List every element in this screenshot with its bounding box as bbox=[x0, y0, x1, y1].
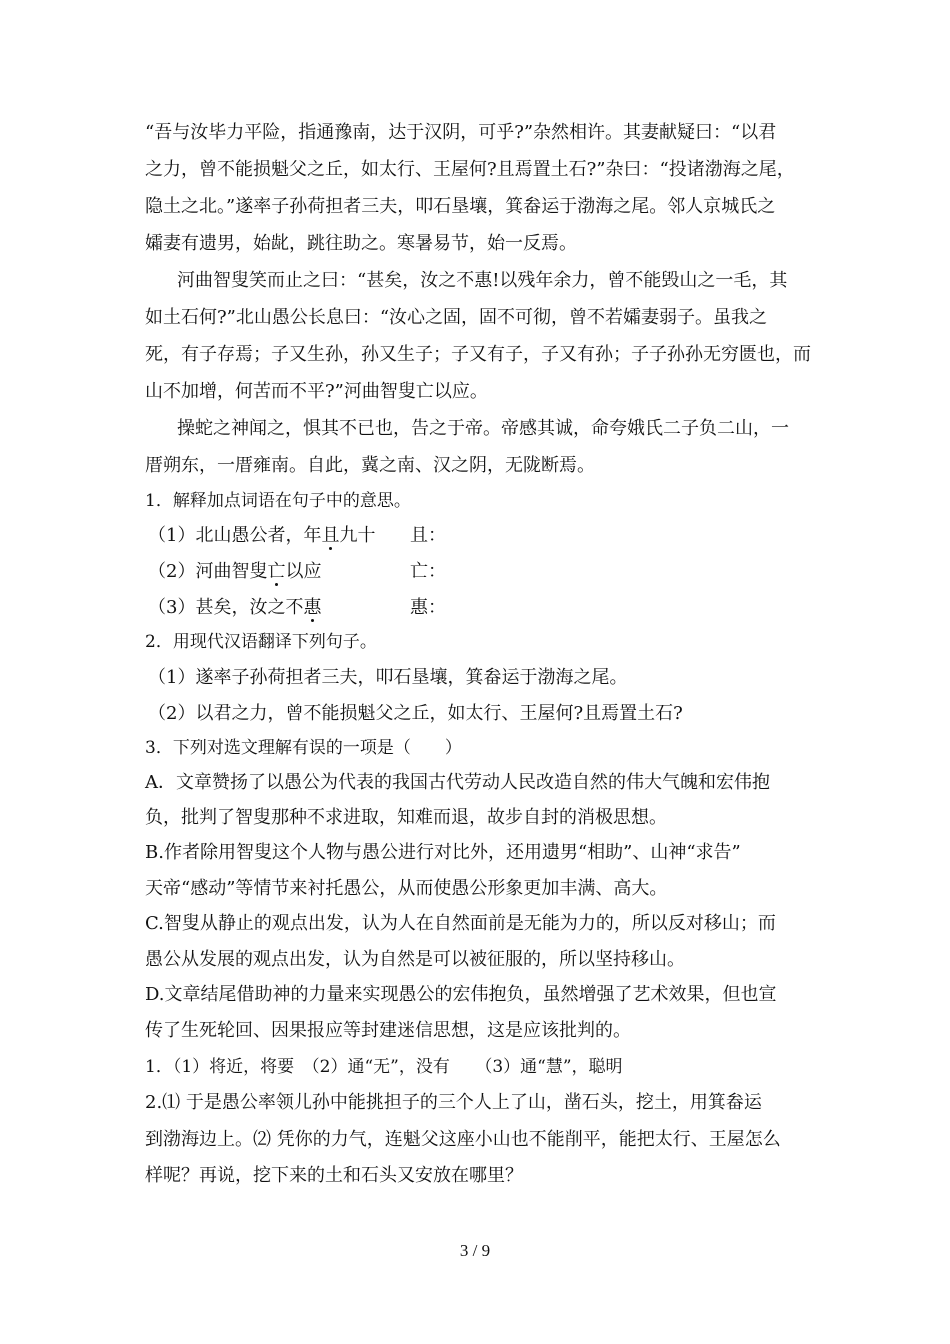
passage-line: 操蛇之神闻之，惧其不已也，告之于帝。帝感其诚，命夸娥氏二子负二山，一 bbox=[177, 418, 789, 439]
question-1-title: 1．解释加点词语在句子中的意思。 bbox=[145, 491, 411, 511]
q3-option-c: C.智叟从静止的观点出发，认为人在自然面前是无能为力的，所以反对移山；而 bbox=[145, 913, 776, 934]
passage-line: 孀妻有遗男，始龀，跳往助之。寒暑易节，始一反焉。 bbox=[145, 233, 577, 254]
q3-option-c: 愚公从发展的观点出发，认为自然是可以被征服的，所以坚持移山。 bbox=[145, 949, 685, 970]
q3-option-b: 天帝“感动”等情节来衬托愚公，从而使愚公形象更加丰满、高大。 bbox=[145, 878, 668, 899]
question-3-title: 3．下列对选文理解有误的一项是（ ） bbox=[145, 738, 462, 758]
q1-answer-label: 且： bbox=[410, 525, 446, 546]
q3-option-a: 负，批判了智叟那种不求进取，知难而退，故步自封的消极思想。 bbox=[145, 807, 667, 828]
dotted-word: 且 bbox=[321, 525, 340, 546]
q3-option-b: B.作者除用智叟这个人物与愚公进行对比外，还用遗男“相助”、山神“求告” bbox=[145, 842, 741, 863]
answer-1: 1．（1）将近，将要 （2）通“无”，没有 （3）通“慧”，聪明 bbox=[145, 1057, 623, 1077]
q1-item-3: （3）甚矣，汝之不惠 bbox=[148, 597, 322, 618]
answer-2: 2.⑴ 于是愚公率领儿孙中能挑担子的三个人上了山，凿石头，挖土，用箕畚运 bbox=[145, 1092, 762, 1113]
dotted-word: 亡 bbox=[267, 561, 286, 582]
passage-line: 厝朔东，一厝雍南。自此，冀之南、汉之阴，无陇断焉。 bbox=[145, 455, 595, 476]
passage-line: 如土石何?”北山愚公长息曰：“汝心之固，固不可彻，曾不若孀妻弱子。虽我之 bbox=[145, 307, 768, 328]
q1-answer-label: 惠： bbox=[410, 597, 446, 618]
q3-option-d: D.文章结尾借助神的力量来实现愚公的宏伟抱负，虽然增强了艺术效果，但也宣 bbox=[145, 984, 777, 1005]
q2-item: （2）以君之力，曾不能损魁父之丘，如太行、王屋何?且焉置土石? bbox=[148, 703, 683, 724]
q1-item-2: （2）河曲智叟亡以应 bbox=[148, 561, 322, 582]
q2-item: （1）遂率子孙荷担者三夫，叩石垦壤，箕畚运于渤海之尾。 bbox=[148, 667, 628, 688]
answer-2: 到渤海边上。⑵ 凭你的力气，连魁父这座小山也不能削平，能把太行、王屋怎么 bbox=[145, 1129, 781, 1150]
passage-line: 之力，曾不能损魁父之丘，如太行、王屋何?且焉置土石?”杂曰：“投诸渤海之尾， bbox=[145, 159, 795, 180]
passage-line: 隐土之北。”遂率子孙荷担者三夫，叩石垦壤，箕畚运于渤海之尾。邻人京城氏之 bbox=[145, 196, 776, 217]
q3-option-d: 传了生死轮回、因果报应等封建迷信思想，这是应该批判的。 bbox=[145, 1020, 631, 1041]
q1-item-1: （1）北山愚公者，年且九十 bbox=[148, 525, 376, 546]
q1-answer-label: 亡： bbox=[410, 561, 446, 582]
page-number: 3 / 9 bbox=[459, 1241, 491, 1260]
passage-line: 死，有子存焉；子又生孙，孙又生子；子又有子，子又有孙；子子孙孙无穷匮也，而 bbox=[145, 344, 811, 365]
answer-2: 样呢？再说，挖下来的土和石头又安放在哪里？ bbox=[145, 1165, 523, 1186]
passage-line: 河曲智叟笑而止之曰：“甚矣，汝之不惠!以残年余力，曾不能毁山之一毛，其 bbox=[177, 270, 788, 291]
question-2-title: 2．用现代汉语翻译下列句子。 bbox=[145, 632, 377, 652]
passage-line: 山不加增，何苦而不平?”河曲智叟亡以应。 bbox=[145, 381, 488, 402]
passage-line: “吾与汝毕力平险，指通豫南，达于汉阴，可乎?”杂然相许。其妻献疑曰：“以君 bbox=[145, 122, 777, 143]
dotted-word: 惠 bbox=[303, 597, 322, 618]
q3-option-a: A．文章赞扬了以愚公为代表的我国古代劳动人民改造自然的伟大气魄和宏伟抱 bbox=[145, 772, 770, 793]
